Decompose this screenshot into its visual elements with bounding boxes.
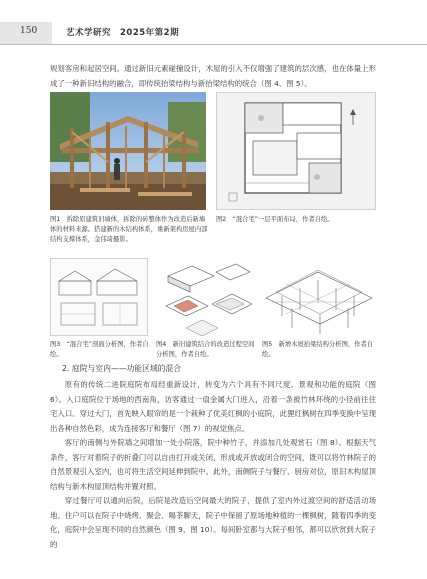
figure-4-caption: 图4 新旧建筑结合的改造过程空间分析图，作者自绘。 [156, 341, 255, 358]
body-paragraph-3: 穿过餐厅可以通向后院，后院是改造后空间最大的院子，提供了室内外过渡空间的舒适活动场地。住户可以在院子中烧烤、聚会、喝茶聊天，院子中保留了原场地种植的一棵枫树，随着四季的变化，庭院中会呈现不同的自然颜色（图 9、图 10）。每间卧室都与大院子相邻，都可以欣赏到大院子的 [50, 496, 376, 549]
section-heading: 2. 庭院与室内——功能区域的混合 [62, 364, 182, 373]
intro-paragraph [50, 62, 376, 91]
figure-2-floor-plan [216, 92, 376, 210]
journal-title: 艺术学研究 2025年第2期 [66, 28, 180, 38]
body-paragraph-1: 原有的传统二进院庭院布局经重新设计，转变为六个具有不同尺度、景观和功能的庭院（图 6）。入口庭院位于场地的西南角，访客通过一扇金属大门进入，沿着一条被竹林环绕的小径前往住宅入口。穿过大门，首先映入眼帘的是一个栽种了优美红枫的小庭院，此狸红枫树在四季变换中呈现出各种自然色彩，成为连接客厅和餐厅（图 7）的视觉焦点。 [50, 380, 376, 433]
figure-5-caption: 图5 新增木屋抬梁结构分析图，作者自绘。 [262, 341, 374, 358]
figure-1-construction-photo [50, 92, 206, 210]
figure-2-caption: 图2 “混合宅”一层平面布局，作者自绘。 [216, 216, 334, 223]
figure-3-section-drawing [50, 258, 148, 336]
page-number: 150 [20, 26, 38, 36]
figure-1-caption: 图1 拆除原建筑旧墙体，拆除的砖整体作为改造后新墙体的材料来源。搭建新的木结构体系，重新架构房屋内部结构支撑体系，金伟琦摄影。 [50, 216, 208, 243]
intro-text: 规划客房和起居空间。通过新旧元素碰撞设计，木屋的引入不仅增强了建筑的层次感，也在体量上形成了一种新旧结构的融合，即传统抬梁结构与新抬梁结构的统合（图 4、图 5）。 [50, 64, 376, 88]
page-header [0, 0, 427, 46]
figure-3-caption: 图3 “混合宅”剖面分析图，作者自绘。 [50, 341, 149, 358]
header-rule [0, 44, 427, 45]
body-paragraph-2: 客厅的南侧与外院墙之间增加一处小院落，院中种竹子，并添加几处观赏石（图 8）。根据天气条件，客厅对着院子的折叠门可以自由打开或关闭，形成或开放或闭合的空间，既可以将竹林院子的自然景观引入室内，也可将生活空间延伸到院中。此外，南侧院子与餐厅、厨房对位，原旧木构屋顶结构与新木构屋顶结构并置对照。 [50, 438, 376, 491]
figure-4-axonometric-diagram [156, 258, 254, 336]
body-text [50, 378, 376, 552]
figure-5-wood-frame-diagram [262, 258, 376, 336]
